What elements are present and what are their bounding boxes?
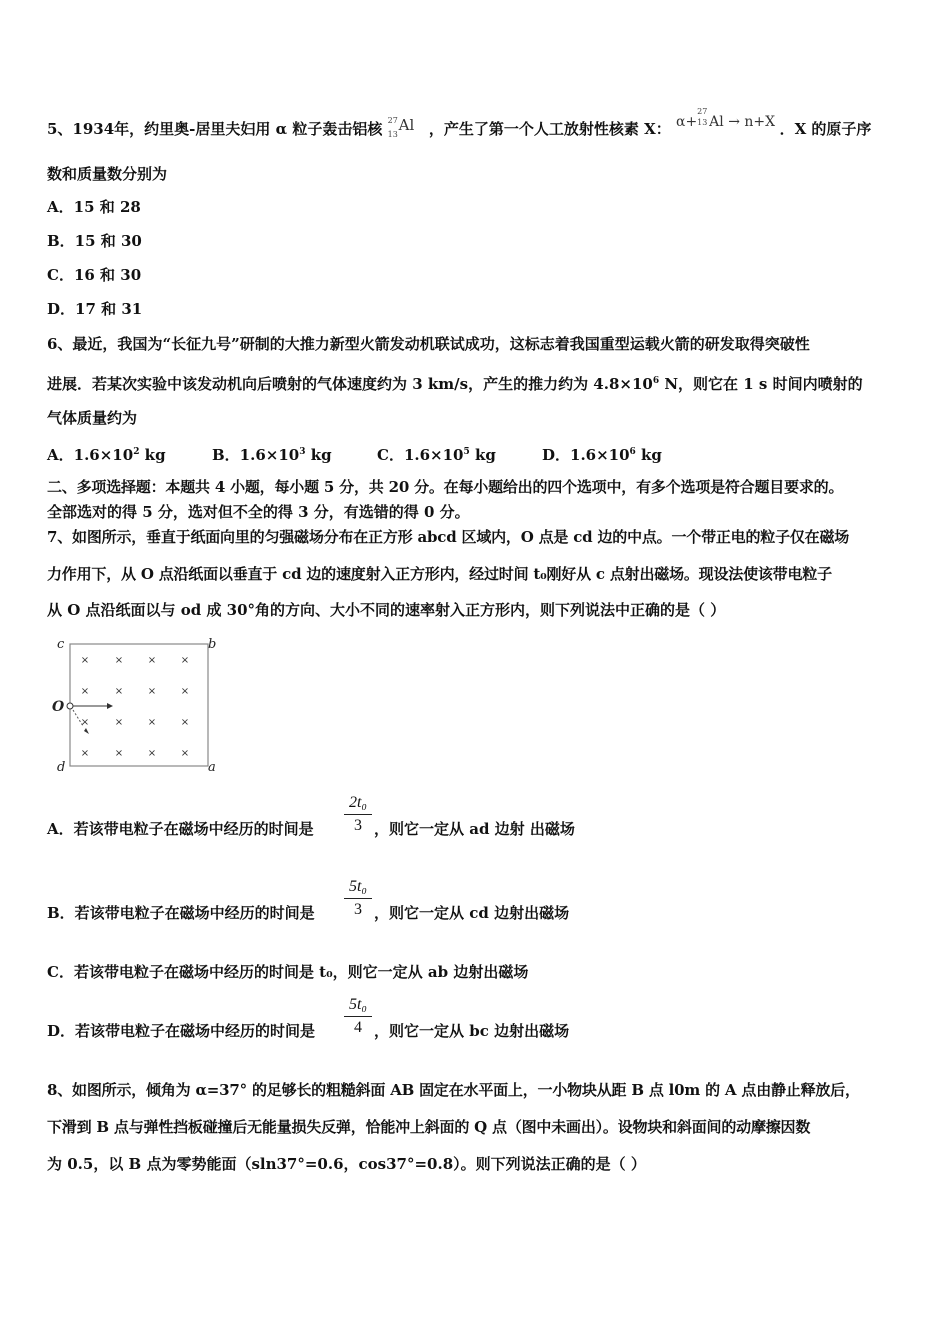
svg-text:×: × (147, 717, 157, 728)
q5-line1: 5、1934年，约里奥-居里夫妇用 α 粒子轰击铝核 27 13 Al ，产生了第一个人工放射性核素 X： α+ 27 13 Al → n+X ．X 的原子序 (47, 114, 871, 142)
nuclear-equation: α+ 27 13 Al → n+X (675, 107, 776, 130)
svg-text:×: × (114, 655, 124, 666)
svg-text:×: × (180, 686, 190, 697)
q7-option-d-fraction: $\frac{\text{5t₀}}{4}$ (344, 996, 372, 1037)
section2-line2: 全部选对的得 5 分，选对但不全的得 3 分，有选错的得 0 分。 (47, 503, 470, 521)
q6-line3: 气体质量约为 (47, 409, 138, 427)
q6-line2: 进展．若某次实验中该发动机向后喷射的气体速度约为 3 km/s，产生的推力约为 $4.8\times 10^6$ N，则它在 1 s 时间内喷射的 (47, 375, 863, 393)
svg-text:×: × (180, 655, 190, 666)
magnetic-field-figure (45, 630, 225, 780)
q5-option-c: C．16 和 30 (47, 266, 142, 284)
corner-label-a: a (208, 760, 216, 775)
svg-text:×: × (147, 748, 157, 759)
q5-option-a: A．15 和 28 (47, 198, 141, 216)
svg-text:×: × (80, 717, 90, 728)
q7-line3: 从 O 点沿纸面以与 od 成 30°角的方向、大小不同的速率射入正方形内，则下列说法中正确的是（ ） (47, 601, 726, 619)
q8-line3: 为 0.5，以 B 点为零势能面（sln37°=0.6，cos37°=0.8）。则下列说法正确的是（ ） (47, 1155, 646, 1173)
q8-line2: 下滑到 B 点与弹性挡板碰撞后无能量损失反弹，恰能冲上斜面的 Q 点（图中未画出）。设物块和斜面间的动摩擦因数 (47, 1118, 811, 1136)
svg-text:×: × (80, 748, 90, 759)
q7-line2: 力作用下，从 O 点沿纸面以垂直于 cd 边的速度射入正方形内，经过时间 t₀刚好从 c 点射出磁场。现设法使该带电粒子 (47, 565, 832, 583)
q7-option-b-pre: B．若该带电粒子在磁场中经历的时间是 (47, 904, 315, 922)
q7-option-b-fraction: $\frac{\text{5t₀}}{3}$ (344, 878, 372, 919)
q6-line1: 6、最近，我国为“长征九号”研制的大推力新型火箭发动机联试成功，这标志着我国重型运载火箭的研发取得突破性 (47, 335, 810, 353)
q7-line1: 7、如图所示，垂直于纸面向里的匀强磁场分布在正方形 abcd 区域内，O 点是 cd 边的中点。一个带正电的粒子仅在磁场 (47, 528, 850, 546)
q8-line1: 8、如图所示，倾角为 α=37° 的足够长的粗糙斜面 AB 固定在水平面上，一小物块从距 B 点 l0m 的 A 点由静止释放后， (47, 1081, 860, 1099)
section2-line1: 二、多项选择题：本题共 4 小题，每小题 5 分，共 20 分。在每小题给出的四个选项中，有多个选项是符合题目要求的。 (47, 478, 844, 496)
svg-text:×: × (114, 748, 124, 759)
q7-option-a-post: ，则它一定从 ad 边射 出磁场 (374, 820, 575, 838)
field-marks (81, 655, 189, 759)
q7-option-b-post: ，则它一定从 cd 边射出磁场 (374, 904, 570, 922)
q6-option-d: D．$1.6\times 10^6$ kg (542, 446, 662, 464)
q6-option-b: B．$1.6\times 10^3$ kg (212, 446, 332, 464)
svg-text:×: × (180, 717, 190, 728)
q5-option-d: D．17 和 31 (47, 300, 143, 318)
corner-label-d: d (57, 760, 66, 775)
svg-text:×: × (147, 655, 157, 666)
q7-option-a-pre: A．若该带电粒子在磁场中经历的时间是 (47, 820, 314, 838)
svg-text:×: × (114, 717, 124, 728)
q7-option-d-post: ，则它一定从 bc 边射出磁场 (374, 1022, 570, 1040)
svg-text:×: × (147, 686, 157, 697)
q6-option-c: C．$1.6\times 10^5$ kg (377, 446, 496, 464)
corner-label-c: c (57, 637, 65, 652)
al-isotope-symbol: 27 13 Al (387, 116, 415, 139)
svg-text:×: × (80, 655, 90, 666)
point-label-o: O (52, 699, 65, 715)
svg-text:×: × (80, 686, 90, 697)
q5-option-b: B．15 和 30 (47, 232, 142, 250)
corner-label-b: b (208, 637, 217, 652)
q7-option-d-pre: D．若该带电粒子在磁场中经历的时间是 (47, 1022, 316, 1040)
q6-option-a: A．$1.6\times 10^2$ kg (47, 446, 166, 464)
q7-option-c: C．若该带电粒子在磁场中经历的时间是 t₀，则它一定从 ab 边射出磁场 (47, 963, 529, 981)
q5-line2: 数和质量数分别为 (47, 165, 168, 183)
q7-option-a-fraction: $\frac{\text{2t₀}}{3}$ (344, 794, 372, 835)
svg-text:×: × (114, 686, 124, 697)
svg-text:×: × (180, 748, 190, 759)
